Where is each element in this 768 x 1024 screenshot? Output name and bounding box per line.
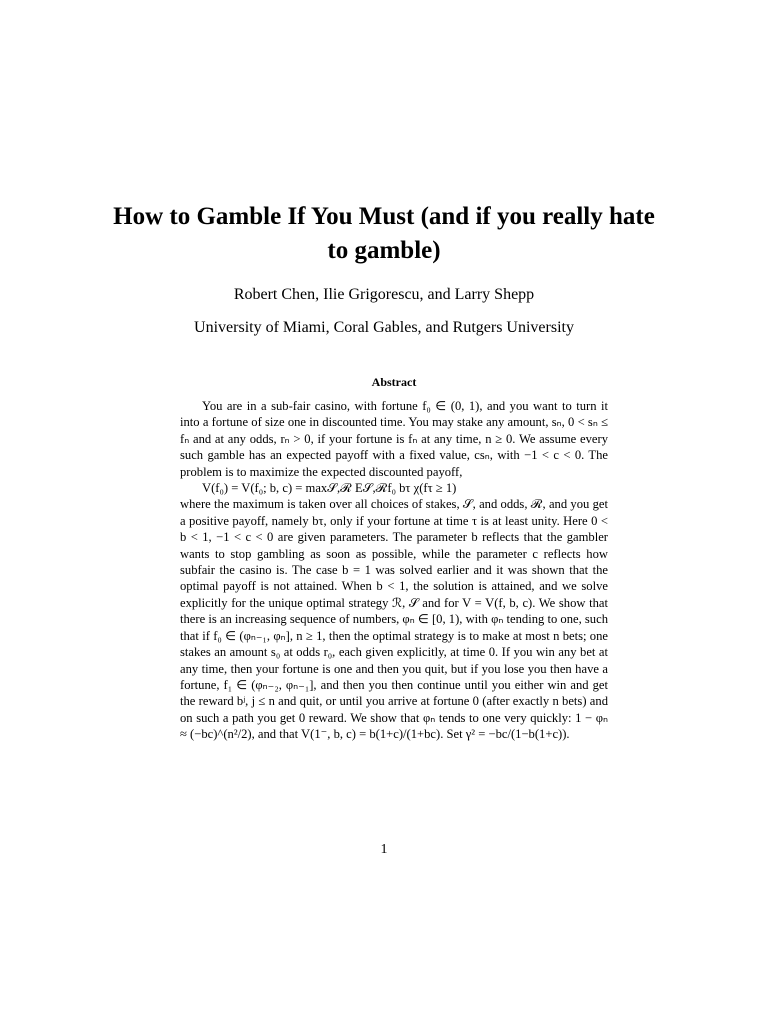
abstract-paragraph-1: You are in a sub-fair casino, with fortune f₀ ∈ (0, 1), and you want to turn it into a fortune of size one in discounted time. You may stake any amount, sₙ, 0 < sₙ ≤ fₙ and at any odds, rₙ > 0, if your fortune is fₙ at any time, n ≥ 0. We assume every such gamble has an expected payoff with a fixed value, csₙ, with −1 < c < 0. The problem is to maximize the expected discounted payoff, <box>180 399 608 479</box>
abstract-equation: V(f₀) = V(f₀; b, c) = max𝒮,ℛ E𝒮,ℛf₀ bτ χ(fτ ≥ 1) <box>202 481 457 496</box>
abstract-heading: Abstract <box>371 375 417 389</box>
paper-affiliation: University of Miami, Coral Gables, and Rutgers University <box>194 319 574 336</box>
abstract-paragraph-2: where the maximum is taken over all choices of stakes, 𝒮, and odds, ℛ, and you get a positive payoff, namely bτ, only if your fortune at time τ is at least unity. Here 0 < b < 1, −1 < c < 0 are given parameters. The parameter b reflects that the gambler wants to stop gambling as soon as possible, while the parameter c reflects how subfair the casino is. The case b = 1 was solved earlier and it was shown that the optimal payoff is not attained. When b < 1, the solution is attained, and we solve explicitly for the unique optimal strategy ℛ, 𝒮 and for V = V(f, b, c). We show that there is an increasing sequence of numbers, φₙ ∈ [0, 1), with φₙ tending to one, such that if f₀ ∈ (φₙ₋₁, φₙ], n ≥ 1, then the optimal strategy is to make at most n bets; one stakes an amount s₀ at odds r₀, each given explicitly, at time 0. If you win any bet at any time, then your fortune is one and then you quit, but if you lose you then have a fortune, f₁ ∈ (φₙ₋₂, φₙ₋₁], and then you then continue until you either win and get the reward bʲ, j ≤ n and quit, or until you arrive at fortune 0 (after exactly n bets) and on such a path you get 0 reward. We show that φₙ tends to one very quickly: 1 − φₙ ≈ (−bc)^(n²/2), and that V(1⁻, b, c) = b(1+c)/(1+bc). Set γ² = −bc/(1−b(1+c)). <box>180 497 608 742</box>
abstract-body <box>180 398 608 743</box>
paper-authors: Robert Chen, Ilie Grigorescu, and Larry Shepp <box>233 286 535 303</box>
page-number: 1 <box>380 842 388 857</box>
paper-title: How to Gamble If You Must (and if you really hate to gamble) <box>113 203 655 264</box>
